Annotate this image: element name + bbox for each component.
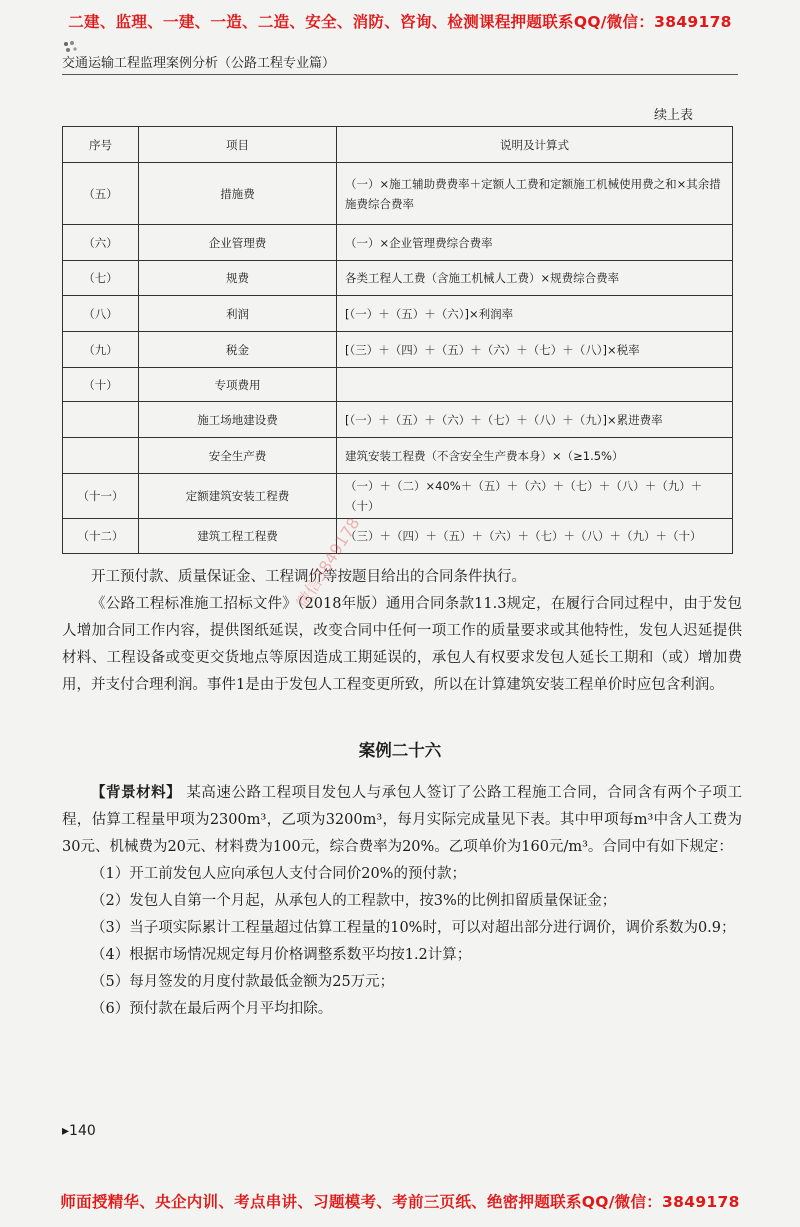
row-item: 税金: [139, 332, 337, 368]
top-banner: 二建、监理、一建、一造、二造、安全、消防、咨询、检测课程押题联系QQ/微信：3849178: [68, 13, 732, 31]
row-no: （五）: [63, 163, 139, 225]
table-row: [63, 225, 733, 261]
row-desc: 各类工程人工费（含施工机械人工费）×规费综合费率: [337, 261, 733, 296]
row-desc: （三）＋（四）＋（五）＋（六）＋（七）＋（八）＋（九）＋（十）: [337, 519, 733, 554]
background-text: 某高速公路工程项目发包人与承包人签订了公路工程施工合同，合同含有两个子项工程，估算工程量甲项为2300m³，乙项为3200m³，每月实际完成量见下表。其中甲项每m³中含人工费为30元、机械费为20元、材料费为100元，综合费率为20%。乙项单价为160元/m³。合同中有如下规定：: [62, 785, 743, 855]
table-row: [63, 296, 733, 332]
row-no: （十二）: [63, 519, 139, 554]
rule-item: （6）预付款在最后两个月平均扣除。: [91, 1001, 333, 1017]
bottom-banner: 师面授精华、央企内训、考点串讲、习题模考、考前三页纸、绝密押题联系QQ/微信：3849178: [60, 1193, 740, 1211]
case-title: 案例二十六: [358, 741, 442, 760]
row-item: 企业管理费: [139, 225, 337, 261]
paragraph: 开工预付款、质量保证金、工程调价等按题目给出的合同条件执行。: [91, 569, 526, 585]
row-desc: 建筑安装工程费（不含安全生产费本身）×（≥1.5%）: [337, 438, 733, 474]
page-number: ▸140: [62, 1123, 96, 1139]
row-no: （六）: [63, 225, 139, 261]
row-desc: [（一）＋（五）＋（六）＋（七）＋（八）＋（九）]×累进费率: [337, 402, 733, 438]
background-label: 【背景材料】: [91, 785, 182, 801]
row-desc: （一）＋（二）×40%＋（五）＋（六）＋（七）＋（八）＋（九）＋（十）: [337, 474, 733, 519]
header-rule: [62, 74, 738, 75]
rule-item: （2）发包人自第一个月起，从承包人的工程款中，按3%的比例扣留质量保证金；: [91, 893, 617, 909]
row-item: 定额建筑安装工程费: [139, 474, 337, 519]
table-row: [63, 332, 733, 368]
rule-item: （5）每月签发的月度付款最低金额为25万元；: [91, 974, 395, 990]
row-item: 措施费: [139, 163, 337, 225]
body-text: [62, 564, 742, 699]
paragraph: 《公路工程标准施工招标文件》（2018年版）通用合同条款11.3规定，在履行合同过程中，由于发包人增加合同工作内容，提供图纸延误，改变合同中任何一项工作的质量要求或其他特性，发包人迟延提供材料、工程设备或变更交货地点等原因造成工期延误的，承包人有权要求发包人延长工期和（或）增加费用，并支付合理利润。事件1是由于发包人工程变更所致，所以在计算建筑安装工程单价时应包含利润。: [62, 596, 742, 693]
row-desc: （一）×施工辅助费费率＋定额人工费和定额施工机械使用费之和×其余措施费综合费率: [337, 163, 733, 225]
case-body: [62, 780, 742, 1023]
row-item: 规费: [139, 261, 337, 296]
rule-item: （1）开工前发包人应向承包人支付合同价20%的预付款；: [91, 866, 466, 882]
row-item: 专项费用: [139, 368, 337, 402]
header-item: 项目: [139, 127, 337, 163]
row-no: （九）: [63, 332, 139, 368]
row-no: （八）: [63, 296, 139, 332]
header-desc: 说明及计算式: [337, 127, 733, 163]
table-row: [63, 261, 733, 296]
row-no: （七）: [63, 261, 139, 296]
table-header-row: [63, 127, 733, 163]
row-desc: （一）×企业管理费综合费率: [337, 225, 733, 261]
row-item: 建筑工程工程费: [139, 519, 337, 554]
rule-item: （4）根据市场情况规定每月价格调整系数平均按1.2计算；: [91, 947, 472, 963]
running-head: 交通运输工程监理案例分析（公路工程专业篇）: [62, 56, 336, 71]
cost-table: [62, 126, 733, 554]
row-item: 安全生产费: [139, 438, 337, 474]
table-row: [63, 474, 733, 519]
row-desc: [（三）＋（四）＋（五）＋（六）＋（七）＋（八）]×税率: [337, 332, 733, 368]
table-row: [63, 438, 733, 474]
row-desc: [337, 368, 733, 402]
table-row: [63, 368, 733, 402]
row-no: [63, 438, 139, 474]
table-row: [63, 402, 733, 438]
row-no: （十）: [63, 368, 139, 402]
background-paragraph: [62, 780, 742, 861]
rule-item: （3）当子项实际累计工程量超过估算工程量的10%时，可以对超出部分进行调价，调价系数为0.9；: [91, 920, 736, 936]
table-row: [63, 519, 733, 554]
table-row: [63, 163, 733, 225]
continued-label: 续上表: [654, 108, 694, 123]
row-desc: [（一）＋（五）＋（六）]×利润率: [337, 296, 733, 332]
row-item: 施工场地建设费: [139, 402, 337, 438]
watermark: 微信3849178: [292, 514, 364, 612]
header-no: 序号: [63, 127, 139, 163]
row-item: 利润: [139, 296, 337, 332]
row-no: （十一）: [63, 474, 139, 519]
row-no: [63, 402, 139, 438]
